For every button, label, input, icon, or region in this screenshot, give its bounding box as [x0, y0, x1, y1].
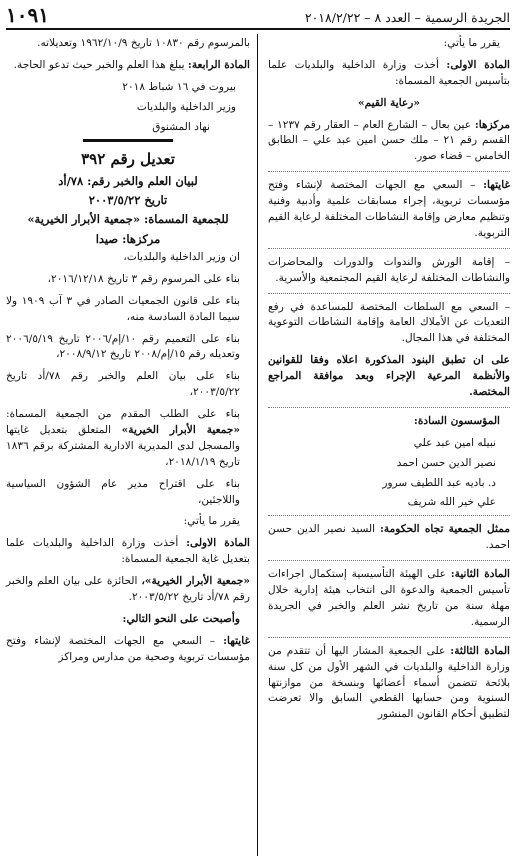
page-number: ١٠٩١	[6, 3, 49, 27]
amendment-reference: لبيان العلم والخبر رقم: ٧٨/أد	[58, 173, 198, 188]
goal-2: – إقامة الورش والندوات والدورات والمحاضرات والنشاطات المختلفة لرعاية القيم المجتمعية والأسرية.	[268, 255, 510, 284]
amend-goals-label: غايتها:	[223, 634, 250, 647]
separator	[268, 171, 510, 172]
article-2	[268, 567, 510, 631]
amend-association-detail	[6, 574, 250, 606]
founders-label: المؤسسون السادة:	[413, 414, 500, 427]
article-3-text: على الجمعية المشار اليها أن تتقدم من وزارة الداخلية والبلديات في الشهر الأول من كل سنة بلائحة تتضمن أسماء أعضائها وبنسخة من موازنتها السنوية ومن حسابها القطعي السابق والا تعرضت لتطبيق أحكام القانون المنشور	[268, 644, 510, 721]
headquarters-text: عين بعال – الشارع العام – العقار رقم ١٢٣٧ – القسم رقم ٢١ – ملك حسن امين عبد علي – الطابق الخامس – قضاء صور.	[268, 118, 510, 163]
preamble-line: بناء على اقتراح مدير عام الشؤون السياسية واللاجئين،	[6, 477, 240, 506]
founder-name: نبيله امين عبد علي	[413, 436, 496, 449]
condition-clause: على ان تطبق البنود المذكورة اعلاه وفقا للقوانين والأنظمة المرعية الإجراء وبعد موافقة المراجع المختصة.	[268, 354, 510, 399]
amend-article-1-label: المادة الاولى:	[186, 537, 250, 550]
minister-title: وزير الداخلية والبلديات	[136, 100, 236, 113]
separator	[268, 637, 510, 638]
amend-goals-text: – السعي مع الجهات المختصة لإنشاء وفتح مؤسسات تربوية وصحية من مدارس ومراكز	[6, 634, 250, 663]
article-4	[6, 58, 250, 74]
place-date: بيروت في ١٦ شباط ٢٠١٨	[122, 80, 236, 93]
continued-text: بالمرسوم رقم ١٠٨٣٠ تاريخ ١٩٦٢/١٠/٩ وتعديلاته.	[37, 37, 250, 49]
request-text: بناء على الطلب المقدم من الجمعية المسماة:	[6, 408, 240, 421]
separator	[268, 248, 510, 249]
request-association-name: «جمعية الأبرار الخيرية»	[121, 423, 240, 436]
goal-3: – السعي مع السلطات المختصة للمساعدة في رفع التعديات عن الأملاك العامة وإقامة النشاطات التوعوية المختلفة في هذا المجال.	[268, 300, 510, 345]
article-4-text: يبلغ هذا العلم والخبر حيث تدعو الحاجة.	[13, 58, 185, 71]
article-4-label: المادة الرابعة:	[187, 58, 250, 71]
request-details: المتعلق بتعديل غايتها والمسجل لدى المديرية الادارية المشتركة برقم ١٨٣٦ تاريخ ٢٠١٨/١/١٩،	[6, 423, 240, 468]
decides-heading: يقرر ما يأتي:	[443, 37, 500, 49]
article-1	[268, 58, 510, 90]
article-3-label: المادة الثالثة:	[450, 644, 510, 657]
representative-text: السيد نصير الدين حسن احمد.	[268, 523, 510, 552]
headquarters	[268, 118, 510, 166]
separator	[268, 560, 510, 561]
preamble-line: ان وزير الداخلية والبلديات،	[123, 250, 240, 263]
amendment-title: تعديل رقم ٣٩٢	[81, 150, 175, 169]
preamble-line: بناء على التعميم رقم ١٠/إم/٢٠٠٦ تاريخ ٢٠٠٦/٥/١٩ وتعديله رقم ١٥/إم/٢٠٠٨ تاريخ ٢٠٠٨/٩/١٢،	[6, 332, 240, 361]
separator	[268, 293, 510, 294]
preamble-line: بناء على بيان العلم والخبر رقم ٧٨/أد تاريخ ٢٠٠٣/٥/٢٢،	[6, 370, 240, 399]
goals	[268, 178, 510, 242]
becomes-heading: وأصبحت على النحو التالي:	[122, 612, 240, 625]
preamble-line: بناء على المرسوم رقم ٣ تاريخ ٢٠١٦/١٢/١٨،	[47, 272, 240, 285]
preamble-line: بناء على قانون الجمعيات الصادر في ٣ آب ١٩٠٩ ولا سيما المادة السادسة منه،	[6, 294, 240, 323]
headquarters-label: مركزها:	[474, 118, 510, 131]
founder-name: علي خير الله شريف	[407, 496, 496, 509]
goals-label: غايتها:	[483, 179, 510, 192]
column-divider	[257, 34, 258, 856]
article-3	[268, 644, 510, 723]
section-separator	[83, 139, 173, 142]
decides-heading: يقرر ما يأتي:	[183, 515, 240, 528]
founder-name: د. باديه عبد اللطيف سرور	[382, 476, 496, 489]
amend-article-1-text: أخذت وزارة الداخلية والبلديات علما بتعديل غاية الجمعية المسماة:	[6, 537, 250, 566]
separator	[268, 407, 510, 408]
amendment-date: تاريخ ٢٠٠٣/٥/٢٢	[88, 193, 168, 208]
gazette-issue-title: الجريدة الرسمية – العدد ٨ – ٢٠١٨/٢/٢٢	[304, 10, 510, 25]
article-2-text: على الهيئة التأسيسية إستكمال اجراءات تأسيس الجمعية والدعوة الى انتخاب هيئة إدارية خلال مهلة سنة من تاريخ نشر العلم والخبر في الجريدة الرسمية.	[268, 568, 510, 628]
article-1-label: المادة الاولى:	[446, 58, 510, 71]
amend-association-name: «جمعية الأبرار الخيرية»،	[141, 575, 250, 588]
preamble-line	[6, 407, 250, 471]
minister-name: نهاد المشنوق	[152, 120, 210, 133]
government-representative	[268, 522, 510, 554]
amend-article-1	[6, 536, 250, 568]
amend-goals	[6, 634, 250, 666]
representative-label: ممثل الجمعية تجاه الحكومة:	[380, 523, 511, 536]
amendment-association: للجمعية المسماة: «جمعية الأبرار الخيرية»	[27, 212, 229, 227]
founder-name: نصير الدين حسن احمد	[396, 456, 496, 469]
goals-text: – السعي مع الجهات المختصة لإنشاء وفتح مؤسسات تربوية، إجراء مسابقات علمية وأدبية وفنية وتنظيم معارض وإقامة النشاطات المختلفة لرعاية القيم التربوية.	[268, 179, 510, 239]
separator	[268, 515, 510, 516]
article-2-label: المادة الثانية:	[450, 568, 510, 581]
right-column	[268, 36, 510, 856]
amendment-headquarters: مركزها: صيدا	[95, 231, 161, 246]
left-column	[6, 36, 250, 856]
page-header	[6, 4, 510, 30]
article-1-text: أخذت وزارة الداخلية والبلديات علما بتأسيس الجمعية المسماة:	[268, 58, 510, 87]
association-name: «رعاية القيم»	[357, 96, 420, 109]
amend-association-rest: الحائزة على بيان العلم والخبر رقم ٧٨/أد تاريخ ٢٠٠٣/٥/٢٢.	[6, 575, 250, 603]
